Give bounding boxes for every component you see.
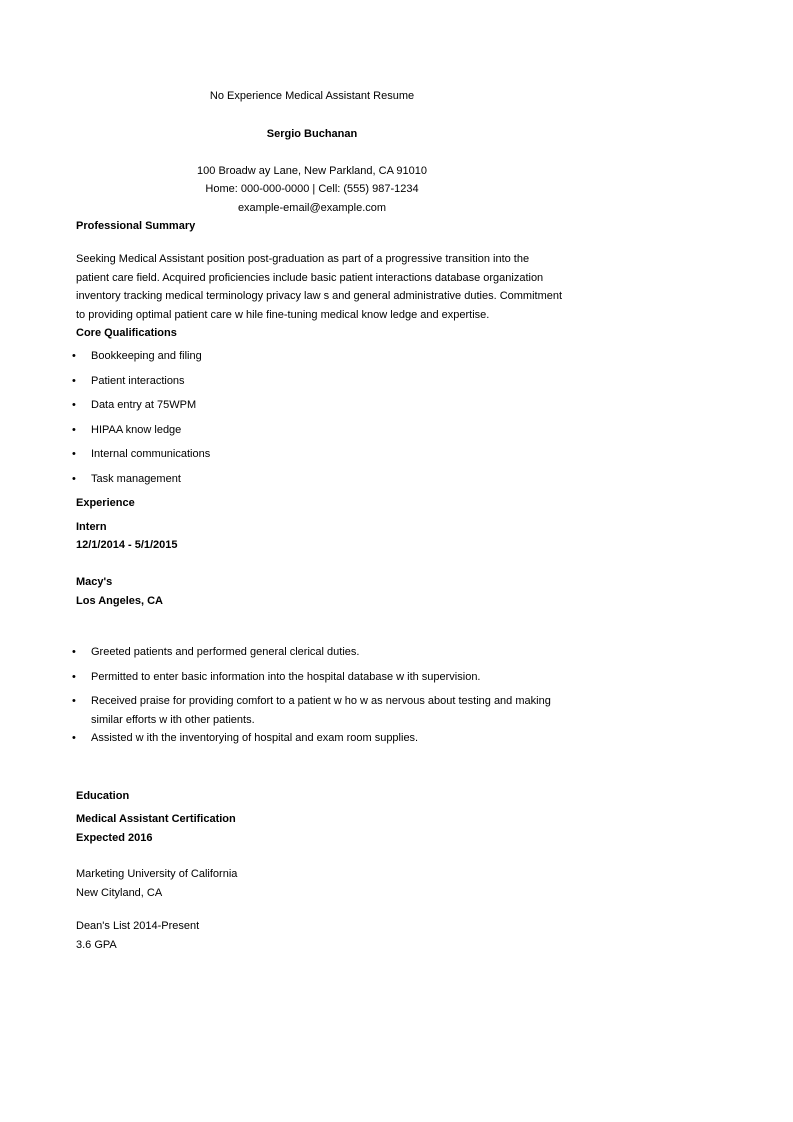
contact-address: 100 Broadw ay Lane, New Parkland, CA 91010: [197, 165, 427, 177]
bullet-icon: •: [72, 473, 76, 485]
bullet-icon: •: [72, 448, 76, 460]
document-title: No Experience Medical Assistant Resume: [209, 90, 415, 102]
qualification-text: Bookkeeping and filing: [91, 350, 202, 362]
experience-bullet-continuation: similar efforts w ith other patients.: [91, 714, 255, 726]
summary-line: patient care field. Acquired proficiencies include basic patient interactions database organization: [76, 272, 544, 284]
degree-expected: Expected 2016: [76, 832, 153, 844]
qualifications-heading: Core Qualifications: [76, 327, 177, 339]
bullet-icon: •: [72, 350, 76, 362]
qualification-text: Internal communications: [91, 448, 211, 460]
school-location: New Cityland, CA: [76, 887, 163, 899]
qualification-text: Data entry at 75WPM: [91, 399, 197, 411]
degree-name: Medical Assistant Certification: [76, 813, 236, 825]
bullet-icon: •: [72, 646, 76, 658]
gpa: 3.6 GPA: [76, 939, 117, 951]
bullet-icon: •: [72, 671, 76, 683]
employer-location: Los Angeles, CA: [76, 595, 163, 607]
qualification-text: Patient interactions: [91, 375, 185, 387]
honor: Dean's List 2014-Present: [76, 920, 200, 932]
school-name: Marketing University of California: [76, 868, 238, 880]
summary-heading: Professional Summary: [76, 220, 196, 232]
bullet-icon: •: [72, 695, 76, 707]
experience-bullet-text: Assisted w ith the inventorying of hospital and exam room supplies.: [91, 732, 419, 744]
experience-bullet-text: Greeted patients and performed general clerical duties.: [91, 646, 360, 658]
education-heading: Education: [76, 790, 130, 802]
experience-bullet-text: Permitted to enter basic information into the hospital database w ith supervision.: [91, 671, 481, 683]
summary-line: to providing optimal patient care w hile fine-tuning medical know ledge and expertise.: [76, 309, 490, 321]
experience-bullet-text: Received praise for providing comfort to a patient w ho w as nervous about testing and making: [91, 695, 551, 707]
experience-heading: Experience: [76, 497, 135, 509]
contact-phones: Home: 000-000-0000 | Cell: (555) 987-1234: [205, 183, 419, 195]
bullet-icon: •: [72, 732, 76, 744]
job-title: Intern: [76, 521, 107, 533]
summary-line: inventory tracking medical terminology privacy law s and general administrative duties. Commitment: [76, 290, 563, 302]
bullet-icon: •: [72, 375, 76, 387]
summary-line: Seeking Medical Assistant position post-graduation as part of a progressive transition into the: [76, 253, 530, 265]
contact-email: example-email@example.com: [237, 202, 387, 214]
candidate-name: Sergio Buchanan: [266, 128, 358, 140]
employer-name: Macy's: [76, 576, 113, 588]
qualification-text: Task management: [91, 473, 181, 485]
bullet-icon: •: [72, 424, 76, 436]
bullet-icon: •: [72, 399, 76, 411]
qualification-text: HIPAA know ledge: [91, 424, 182, 436]
job-dates: 12/1/2014 - 5/1/2015: [76, 539, 178, 551]
